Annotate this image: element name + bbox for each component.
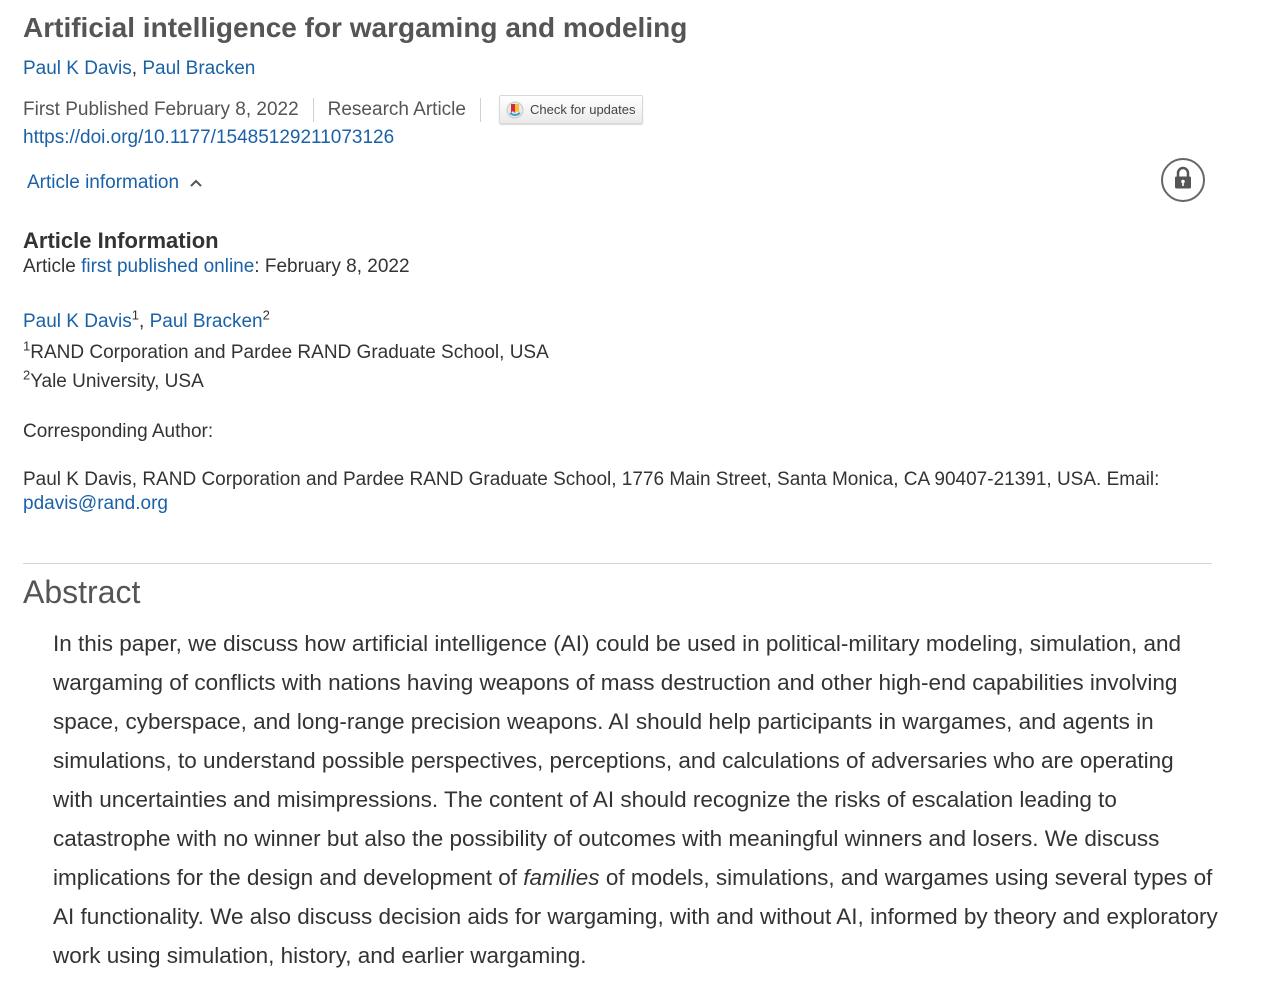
affil-sup: 2 bbox=[262, 307, 270, 323]
abstract-text bbox=[53, 624, 1218, 975]
article-information-heading: Article Information bbox=[23, 228, 219, 253]
corresponding-email-link[interactable]: pdavis@rand.org bbox=[23, 493, 168, 514]
affil-sup: 1 bbox=[23, 338, 31, 354]
first-published-online-link[interactable]: first published online bbox=[81, 256, 255, 277]
affiliation-1 bbox=[23, 338, 549, 364]
author-separator: , bbox=[131, 58, 143, 79]
affiliation-2 bbox=[23, 367, 204, 393]
affil-sup: 2 bbox=[23, 367, 31, 383]
affiliation-text: RAND Corporation and Pardee RAND Graduate School, USA bbox=[30, 342, 549, 363]
article-information-label: Article information bbox=[27, 172, 180, 193]
chevron-up-icon bbox=[189, 172, 203, 194]
author-separator: , bbox=[139, 311, 150, 332]
affiliation-text: Yale University, USA bbox=[30, 371, 204, 392]
publication-row bbox=[23, 95, 643, 124]
author-link-bracken[interactable]: Paul Bracken bbox=[142, 58, 256, 79]
access-lock-button[interactable] bbox=[1161, 158, 1205, 202]
first-published-date: First Published February 8, 2022 bbox=[23, 98, 299, 120]
article-information-toggle[interactable] bbox=[27, 172, 203, 194]
abstract-text-part-2: of models, simulations, and wargames using several types of AI functionality. We also discuss decision aids for wargaming, with and without AI, informed by theory and exploratory work using simulation, history, and earlier wargaming. bbox=[53, 865, 1218, 968]
check-for-updates-button[interactable] bbox=[499, 95, 643, 124]
check-for-updates-label: Check for updates bbox=[529, 102, 636, 117]
author-list bbox=[23, 58, 255, 80]
doi-link[interactable]: https://doi.org/10.1177/15485129211073126 bbox=[23, 127, 395, 148]
corresponding-author-label: Corresponding Author: bbox=[23, 421, 214, 442]
separator bbox=[480, 98, 481, 122]
affiliated-authors bbox=[23, 307, 270, 333]
article-type: Research Article bbox=[327, 98, 466, 120]
article-title: Artificial intelligence for wargaming and modeling bbox=[23, 12, 688, 43]
corresponding-author-details bbox=[23, 468, 1173, 516]
corresponding-author-address: Paul K Davis, RAND Corporation and Pardee RAND Graduate School, 1776 Main Street, Santa Monica, CA 90407-21391, USA. Email: bbox=[23, 469, 1160, 490]
crossmark-icon bbox=[506, 101, 524, 119]
first-pub-prefix: Article bbox=[23, 256, 82, 277]
first-pub-date: : February 8, 2022 bbox=[254, 256, 410, 277]
lock-icon bbox=[1172, 166, 1194, 195]
abstract-text-part-1: In this paper, we discuss how artificial intelligence (AI) could be used in political-military modeling, simulation, and wargaming of conflicts with nations having weapons of mass destruction and other high-end capabilities involving space, cyberspace, and long-range precision weapons. AI should help participants in wargames, and agents in simulations, to understand possible perspectives, perceptions, and calculations of adversaries who are operating with uncertainties and misimpressions. The content of AI should recognize the risks of escalation leading to catastrophe with no winner but also the possibility of outcomes with meaningful winners and losers. We discuss implications for the design and development of bbox=[53, 631, 1182, 890]
affil-sup: 1 bbox=[131, 307, 140, 323]
affil-author-davis[interactable]: Paul K Davis bbox=[23, 311, 132, 332]
section-divider bbox=[23, 563, 1212, 564]
separator bbox=[313, 98, 314, 122]
first-published-online bbox=[23, 256, 410, 278]
abstract-heading: Abstract bbox=[23, 574, 141, 610]
affil-author-bracken[interactable]: Paul Bracken bbox=[149, 311, 263, 332]
abstract-italic-term: families bbox=[523, 865, 600, 890]
author-link-davis[interactable]: Paul K Davis bbox=[23, 58, 132, 79]
